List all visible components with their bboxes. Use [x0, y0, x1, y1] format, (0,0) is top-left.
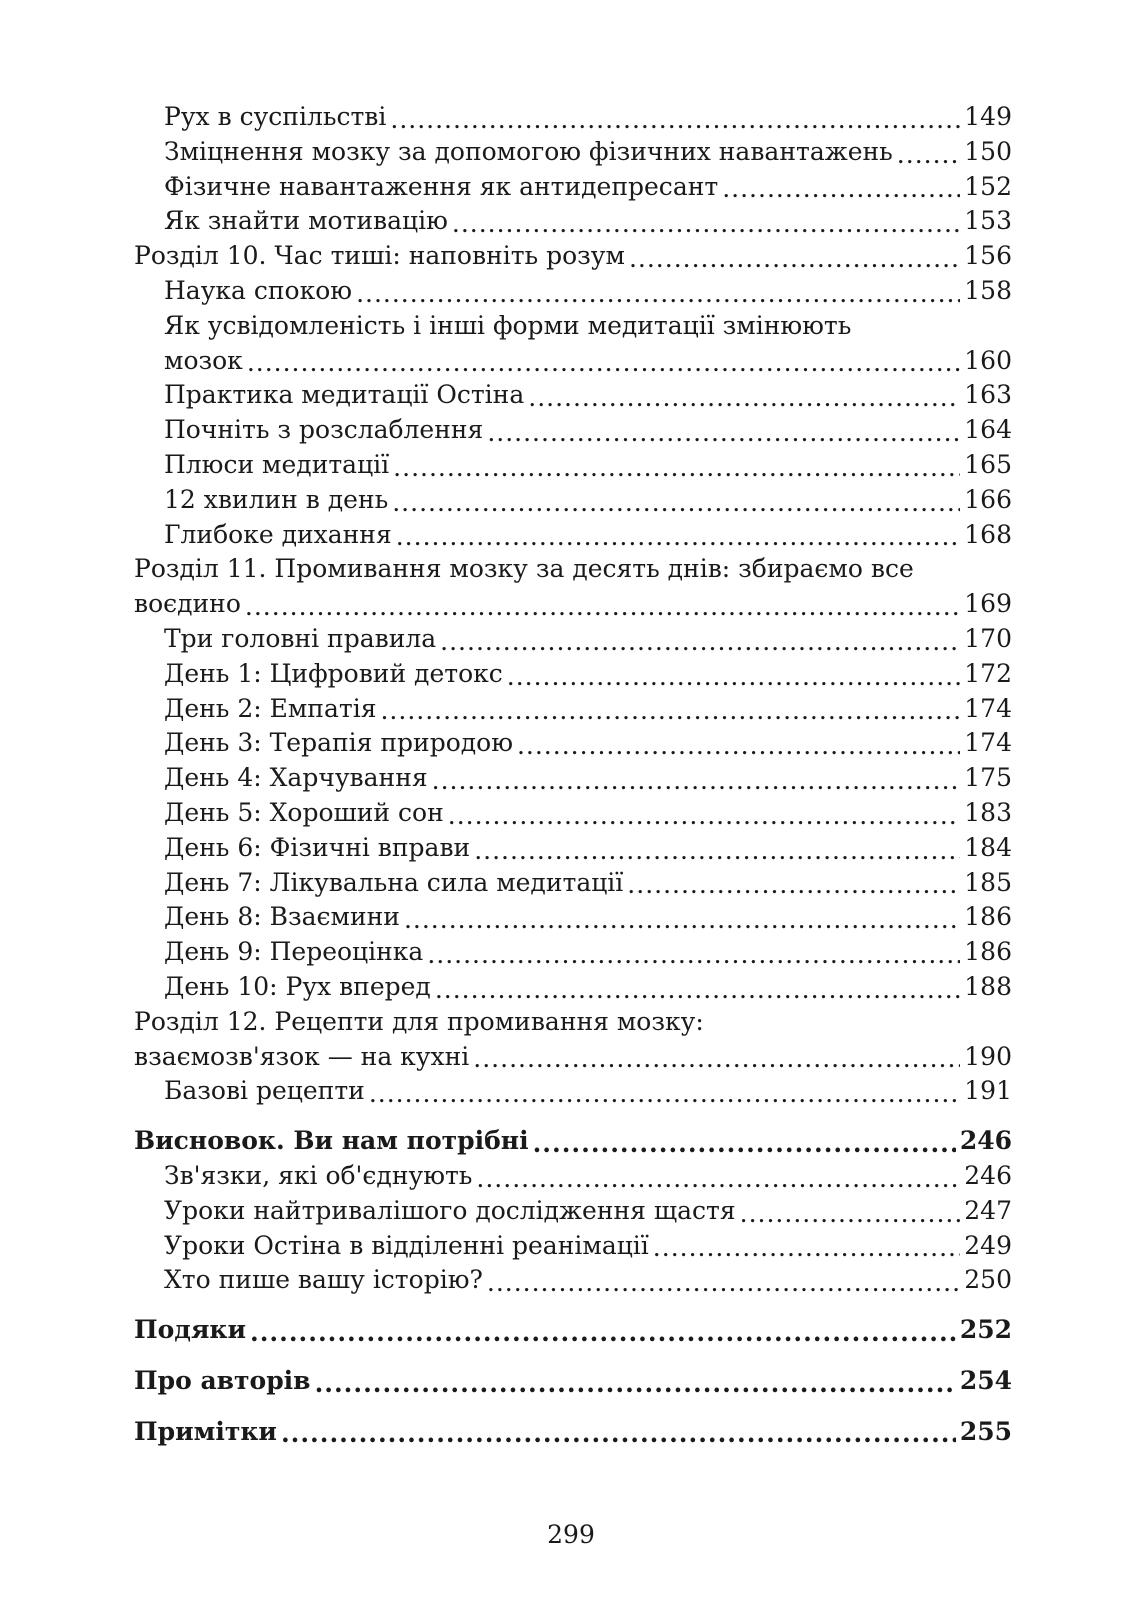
toc-entry-page: 170	[964, 623, 1012, 653]
toc-entry-page: 184	[964, 832, 1012, 862]
toc-entry-page: 174	[964, 693, 1012, 723]
toc-entry[interactable]	[134, 692, 1012, 727]
toc-entry-page: 185	[964, 867, 1012, 897]
toc-entry[interactable]	[134, 483, 1012, 518]
toc-entry-title: Як знайти мотивацію	[164, 206, 448, 236]
toc-entry-page: 149	[964, 102, 1012, 131]
toc-entry-page: 163	[964, 380, 1012, 410]
toc-entry-title: Рух в суспільстві	[164, 102, 387, 131]
toc-entry-title: Почніть з розслаблення	[164, 415, 484, 445]
toc-entry-page: 188	[964, 971, 1012, 1001]
toc-entry-title: Висновок. Ви нам потрібні	[134, 1126, 529, 1156]
toc-entry[interactable]	[134, 1263, 1012, 1298]
toc-entry-title: мозок	[164, 345, 243, 375]
toc-dot-leader	[740, 1199, 961, 1229]
toc-dot-leader	[247, 348, 960, 378]
toc-entry-page: 158	[964, 275, 1012, 305]
toc-entry-page: 175	[964, 763, 1012, 793]
toc-entry[interactable]	[134, 204, 1012, 239]
toc-entry-page: 191	[964, 1076, 1012, 1106]
toc-entry-title: Про авторів	[134, 1365, 311, 1395]
toc-entry[interactable]	[134, 344, 1012, 379]
toc-entry[interactable]	[134, 1313, 1012, 1348]
toc-dot-leader	[473, 1044, 960, 1074]
toc-entry-title: Практика медитації Остіна	[164, 380, 525, 410]
toc-entry-title: Базові рецепти	[164, 1076, 365, 1106]
toc-dot-leader	[390, 105, 960, 135]
toc-entry-title: День 4: Харчування	[164, 763, 428, 793]
toc-entry-title: Наука спокою	[164, 275, 353, 305]
toc-entry-page: 190	[964, 1041, 1012, 1071]
toc-entry-page: 247	[964, 1195, 1012, 1225]
toc-dot-leader	[396, 522, 961, 552]
toc-entry[interactable]	[134, 622, 1012, 657]
toc-entry-title: 12 хвилин в день	[164, 484, 389, 514]
toc-entry-title: Примітки	[134, 1416, 277, 1446]
toc-dot-leader	[250, 1318, 956, 1348]
toc-dot-leader	[474, 836, 960, 866]
toc-entry[interactable]	[134, 413, 1012, 448]
toc-entry[interactable]	[134, 657, 1012, 692]
toc-entry-title: Хто пише вашу історію?	[164, 1265, 483, 1295]
toc-entry-title: Три головні правила	[164, 623, 437, 653]
toc-entry[interactable]	[134, 170, 1012, 205]
toc-dot-leader	[392, 488, 960, 518]
toc-entry-page: 156	[964, 241, 1012, 271]
toc-entry-page: 255	[959, 1416, 1012, 1446]
table-of-contents	[134, 100, 1012, 1449]
toc-entry[interactable]	[134, 1040, 1012, 1075]
toc-entry[interactable]	[134, 378, 1012, 413]
toc-entry-title: Фізичне навантаження як антидепресант	[164, 171, 719, 201]
toc-dot-leader	[517, 731, 960, 761]
toc-dot-leader	[528, 383, 960, 413]
toc-dot-leader	[897, 140, 960, 170]
toc-dot-leader	[507, 662, 961, 692]
toc-entry-title: Плюси медитації	[164, 449, 390, 479]
toc-entry-page: 246	[964, 1160, 1012, 1190]
toc-entry[interactable]	[134, 761, 1012, 796]
toc-entry-first-line: Розділ 11. Промивання мозку за десять днів: збираємо все	[134, 554, 914, 584]
toc-dot-leader	[380, 696, 960, 726]
toc-dot-leader	[393, 453, 960, 483]
toc-entry-page: 164	[964, 415, 1012, 445]
toc-dot-leader	[356, 279, 960, 309]
toc-entry[interactable]	[134, 1229, 1012, 1264]
toc-entry-page: 249	[964, 1230, 1012, 1260]
toc-entry[interactable]	[134, 726, 1012, 761]
toc-dot-leader	[629, 244, 960, 274]
toc-entry[interactable]	[134, 1124, 1012, 1159]
toc-dot-leader	[281, 1419, 956, 1449]
toc-entry-title: Подяки	[134, 1315, 247, 1345]
toc-dot-leader	[427, 940, 960, 970]
toc-entry[interactable]	[134, 1159, 1012, 1194]
toc-entry[interactable]	[134, 1194, 1012, 1229]
toc-dot-leader	[435, 975, 960, 1005]
toc-dot-leader	[245, 592, 960, 622]
toc-entry[interactable]	[134, 935, 1012, 970]
toc-entry-page: 160	[964, 345, 1012, 375]
toc-dot-leader	[653, 1233, 960, 1263]
toc-entry-title: День 8: Взаємини	[164, 902, 400, 932]
toc-entry-page: 183	[964, 797, 1012, 827]
toc-dot-leader	[432, 766, 961, 796]
toc-entry-page: 165	[964, 449, 1012, 479]
toc-dot-leader	[452, 209, 960, 239]
toc-entry[interactable]	[134, 518, 1012, 553]
toc-entry[interactable]	[134, 100, 1012, 135]
toc-entry-title: взаємозв'язок — на кухні	[134, 1041, 470, 1071]
toc-entry-page: 169	[964, 589, 1012, 619]
toc-entry-title: День 2: Емпатія	[164, 693, 377, 723]
toc-entry-page: 172	[964, 658, 1012, 688]
toc-entry-title: День 5: Хороший сон	[164, 797, 444, 827]
toc-entry-title: Уроки Остіна в відділенні реанімації	[164, 1230, 649, 1260]
toc-dot-leader	[627, 870, 960, 900]
toc-entry[interactable]	[134, 239, 1012, 274]
toc-entry-page: 168	[964, 519, 1012, 549]
toc-dot-leader	[315, 1369, 956, 1399]
toc-entry[interactable]	[134, 1074, 1012, 1109]
toc-entry-title: Розділ 10. Час тиші: наповніть розум	[134, 241, 625, 271]
toc-entry-title: Зв'язки, які об'єднують	[164, 1160, 473, 1190]
toc-dot-leader	[448, 801, 961, 831]
toc-entry[interactable]	[134, 448, 1012, 483]
toc-entry-title: Уроки найтривалішого дослідження щастя	[164, 1195, 736, 1225]
toc-entry-page: 152	[964, 171, 1012, 201]
toc-entry-page: 186	[964, 902, 1012, 932]
toc-entry[interactable]	[134, 1364, 1012, 1399]
toc-dot-leader	[533, 1129, 956, 1159]
toc-entry-title: День 6: Фізичні вправи	[164, 832, 471, 862]
toc-entry-page: 252	[959, 1315, 1012, 1345]
toc-dot-leader	[487, 1268, 960, 1298]
toc-entry[interactable]	[134, 970, 1012, 1005]
toc-entry[interactable]	[134, 587, 1012, 622]
toc-entry-title: Глибоке дихання	[164, 519, 392, 549]
toc-entry-page: 250	[964, 1265, 1012, 1295]
toc-entry[interactable]	[134, 796, 1012, 831]
toc-entry-page: 153	[964, 206, 1012, 236]
toc-entry[interactable]	[134, 274, 1012, 309]
toc-entry-title: День 3: Терапія природою	[164, 728, 513, 758]
toc-entry-page: 186	[964, 937, 1012, 967]
toc-entry[interactable]	[134, 1415, 1012, 1450]
toc-entry-page: 150	[964, 136, 1012, 166]
toc-dot-leader	[487, 418, 960, 448]
toc-entry-title: День 9: Переоцінка	[164, 937, 424, 967]
toc-entry-first-line: Розділ 12. Рецепти для промивання мозку:	[134, 1006, 704, 1036]
toc-dot-leader	[476, 1164, 960, 1194]
toc-entry[interactable]	[134, 900, 1012, 935]
toc-entry-page: 166	[964, 484, 1012, 514]
toc-entry-title: Зміцнення мозку за допомогою фізичних навантажень	[164, 136, 893, 166]
toc-entry-title: День 1: Цифровий детокс	[164, 658, 503, 688]
toc-dot-leader	[404, 905, 960, 935]
toc-dot-leader	[722, 174, 960, 204]
toc-entry[interactable]	[134, 866, 1012, 901]
page-number: 299	[547, 1520, 595, 1549]
toc-entry-title: День 10: Рух вперед	[164, 971, 431, 1001]
toc-entry-page: 174	[964, 728, 1012, 758]
toc-entry[interactable]	[134, 831, 1012, 866]
toc-dot-leader	[440, 627, 960, 657]
toc-entry-first-line: Як усвідомленість і інші форми медитації змінюють	[164, 310, 852, 340]
toc-entry-title: воєдино	[134, 589, 241, 619]
toc-entry-page: 246	[959, 1126, 1012, 1156]
toc-entry-title: День 7: Лікувальна сила медитації	[164, 867, 624, 897]
toc-entry-page: 254	[959, 1365, 1012, 1395]
toc-entry[interactable]	[134, 135, 1012, 170]
toc-dot-leader	[369, 1079, 960, 1109]
